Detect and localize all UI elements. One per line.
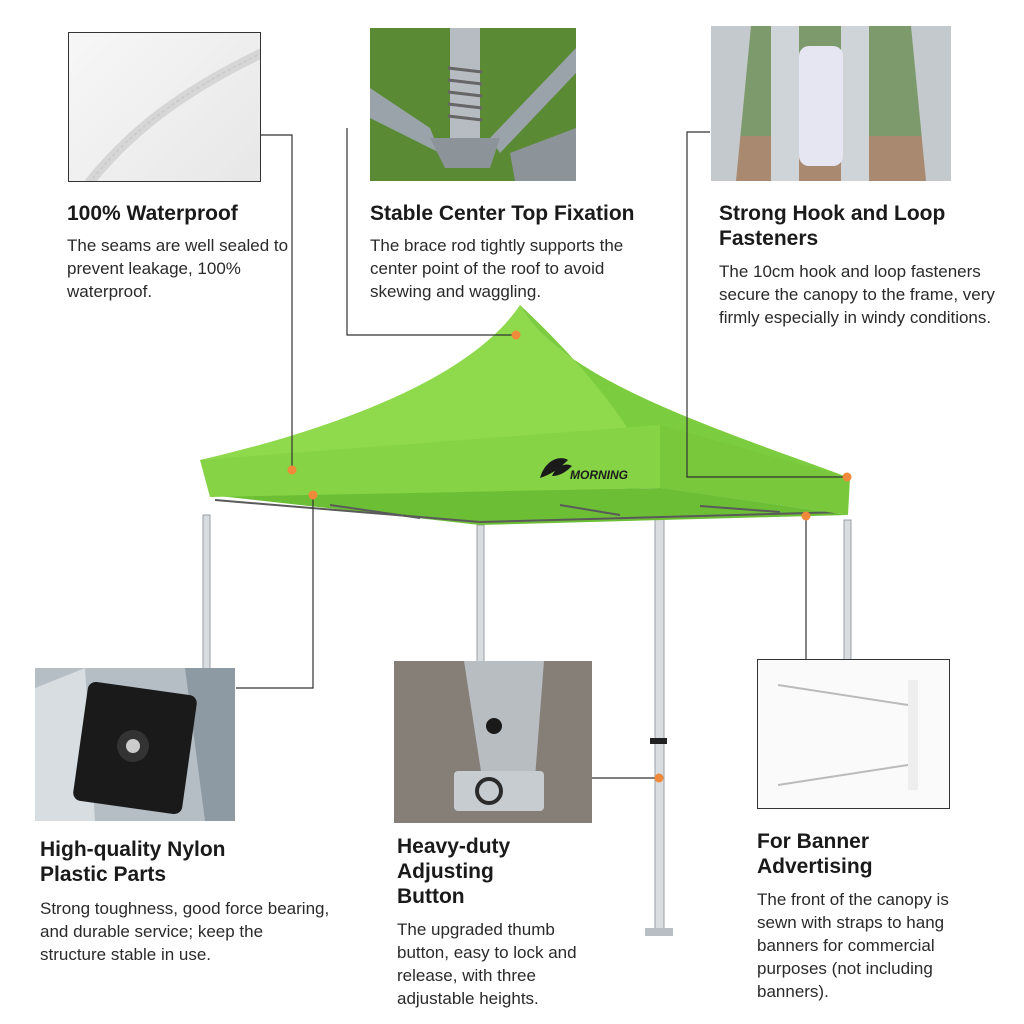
leg-foot xyxy=(645,928,673,936)
nylon-parts-photo xyxy=(35,668,235,821)
nylon-parts-text: Strong toughness, good force bearing, and durable service; keep the structure stable in use. xyxy=(40,899,330,964)
tent-leg xyxy=(844,520,851,665)
waterproof-text: The seams are well sealed to prevent leakage, 100% waterproof. xyxy=(67,236,289,301)
adjusting-button-photo xyxy=(394,661,592,823)
tent-leg xyxy=(477,525,484,670)
logo-text: MORNING xyxy=(570,468,628,482)
banner-title: For Banner Advertising xyxy=(757,830,873,878)
hook-loop-title: Strong Hook and Loop Fasteners xyxy=(719,202,946,250)
hook-loop-photo xyxy=(711,26,951,181)
center-top-text: The brace rod tightly supports the center point of the roof to avoid skewing and waggling. xyxy=(370,236,624,301)
callout-dot xyxy=(512,331,521,340)
center-top-title: Stable Center Top Fixation xyxy=(370,202,635,225)
tent-leg xyxy=(203,515,210,675)
nylon-parts-title: High-quality Nylon Plastic Parts xyxy=(40,838,226,886)
waterproof-fabric-photo xyxy=(68,32,261,182)
adjusting-button-title: Heavy-duty Adjusting Button xyxy=(397,835,511,908)
callout-dot xyxy=(288,466,297,475)
waterproof-title: 100% Waterproof xyxy=(67,202,238,225)
banner-text: The front of the canopy is sewn with straps to hang banners for commercial purposes (not including banners). xyxy=(757,890,949,1001)
callout-dot xyxy=(802,512,811,521)
banner-straps-photo xyxy=(757,659,950,809)
callout-dot xyxy=(309,491,318,500)
tent-leg xyxy=(655,490,664,930)
hook-loop-text: The 10cm hook and loop fasteners secure the canopy to the frame, very firmly especially in windy conditions. xyxy=(719,262,995,327)
adjusting-button xyxy=(650,738,667,744)
callout-dot xyxy=(843,473,852,482)
center-top-photo xyxy=(370,28,576,181)
callout-dot xyxy=(655,774,664,783)
adjusting-button-text: The upgraded thumb button, easy to lock and release, with three adjustable heights. xyxy=(397,920,577,1008)
